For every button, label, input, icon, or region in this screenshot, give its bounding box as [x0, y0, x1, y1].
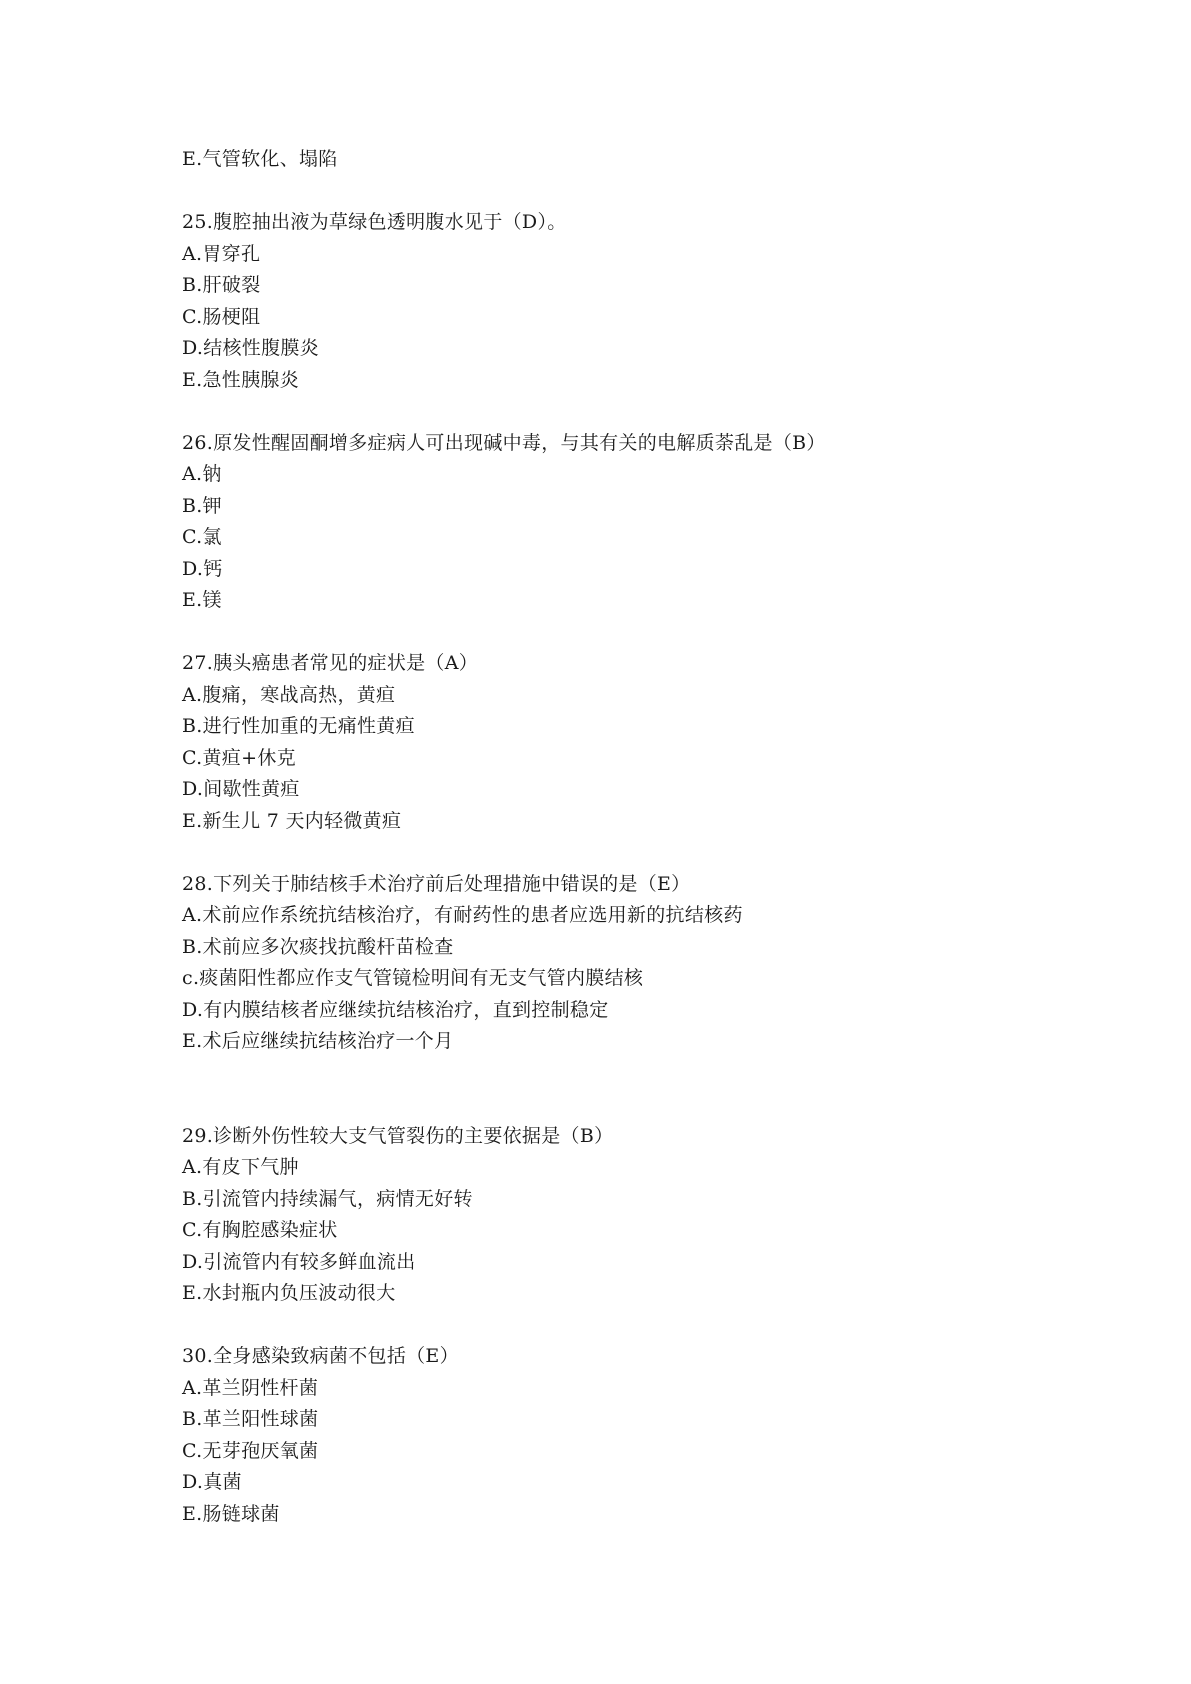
option-d: D.结核性腹膜炎: [182, 337, 319, 359]
question-29: [182, 1121, 1042, 1310]
option-e: E.肠链球菌: [182, 1502, 280, 1525]
question-stem: 30.全身感染致病菌不包括（E）: [182, 1345, 459, 1367]
question-30: [182, 1341, 1042, 1530]
option-e: E.镁: [182, 589, 222, 611]
option-line: E.气管软化、塌陷: [182, 148, 338, 170]
option-e: E.术后应继续抗结核治疗一个月: [182, 1030, 454, 1052]
option-e: E.急性胰腺炎: [182, 368, 300, 391]
question-27: [182, 648, 1042, 837]
option-d: D.有内膜结核者应继续抗结核治疗，直到控制稳定: [182, 998, 609, 1021]
option-b: B.术前应多次痰找抗酸杆苗检查: [182, 935, 454, 958]
option-c: C.黄疸+休克: [182, 746, 296, 769]
question-stem: 25.腹腔抽出液为草绿色透明腹水见于（D）。: [182, 211, 567, 233]
option-a: A.术前应作系统抗结核治疗，有耐药性的患者应选用新的抗结核药: [182, 904, 743, 926]
option-d: D.真菌: [182, 1471, 242, 1493]
option-a: A.有皮下气肿: [182, 1156, 299, 1178]
option-a: A.革兰阴性杆菌: [182, 1376, 319, 1399]
question-26: [182, 428, 1042, 617]
question-stem: 28.下列关于肺结核手术治疗前后处理措施中错误的是（E）: [182, 872, 691, 895]
option-e: E.新生儿 7 天内轻微黄疸: [182, 809, 402, 832]
option-a: A.胃穿孔: [182, 242, 261, 265]
option-c: c.痰菌阳性都应作支气管镜检明间有无支气管内膜结核: [182, 967, 644, 989]
option-a: A.钠: [182, 463, 222, 485]
option-d: D.引流管内有较多鲜血流出: [182, 1250, 416, 1273]
question-stem: 26.原发性醒固酮增多症病人可出现碱中毒，与其有关的电解质荼乱是（B）: [182, 431, 826, 454]
option-b: B.引流管内持续漏气，病情无好转: [182, 1187, 473, 1210]
option-c: C.肠梗阻: [182, 305, 261, 328]
option-b: B.进行性加重的无痛性黄疸: [182, 715, 415, 737]
option-c: C.氯: [182, 526, 222, 548]
question-stem: 27.胰头癌患者常见的症状是（A）: [182, 652, 479, 674]
option-c: C.无芽孢厌氧菌: [182, 1439, 319, 1462]
question-stem: 29.诊断外伤性较大支气管裂伤的主要依据是（B）: [182, 1124, 614, 1147]
option-d: D.间歇性黄疸: [182, 778, 300, 800]
option-c: C.有胸腔感染症状: [182, 1219, 338, 1241]
option-e: E.水封瓶内负压波动很大: [182, 1282, 396, 1304]
option-b: B.钾: [182, 494, 222, 517]
document-body: [182, 144, 1042, 1530]
question-28: [182, 869, 1042, 1058]
option-d: D.钙: [182, 557, 223, 580]
option-a: A.腹痛，寒战高热，黄疸: [182, 683, 396, 706]
question-25: [182, 207, 1042, 396]
option-b: B.肝破裂: [182, 274, 261, 296]
option-b: B.革兰阳性球菌: [182, 1408, 319, 1430]
